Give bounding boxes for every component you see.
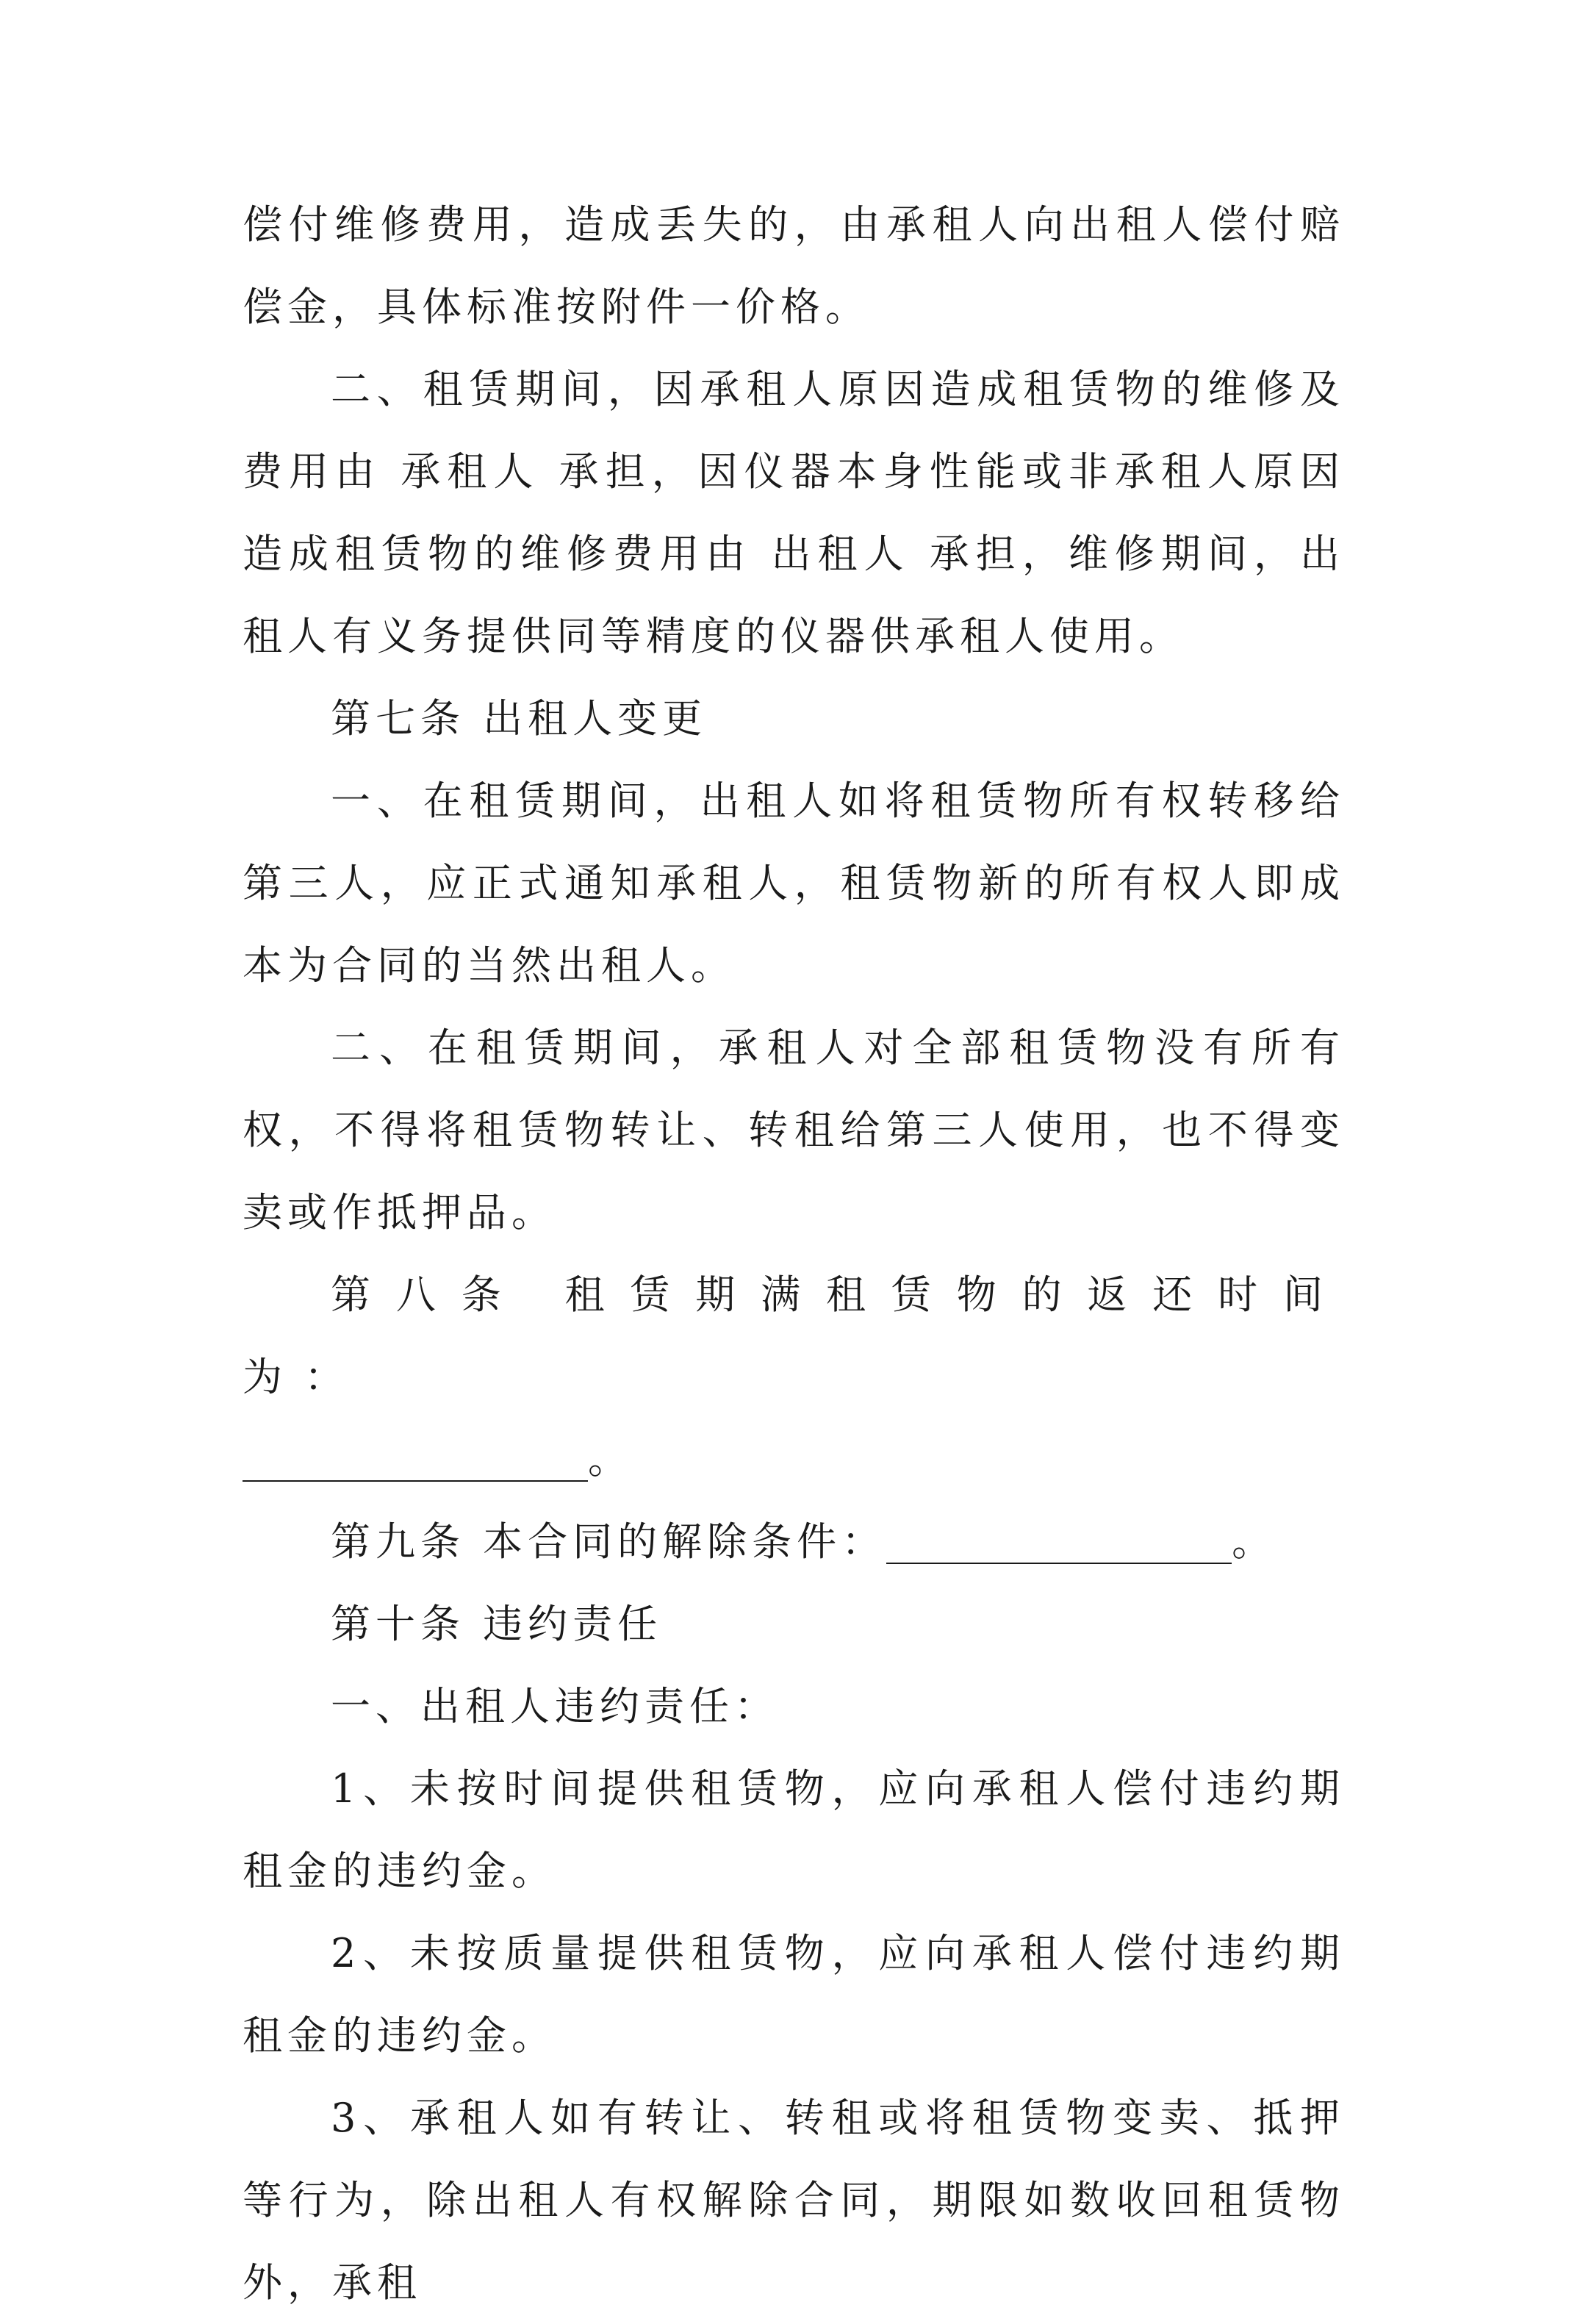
paragraph-maintenance-costs: 二、租赁期间，因承租人原因造成租赁物的维修及费用由 承租人 承担，因仪器本身性能或非承租人原因造成租赁物的维修费用由 出租人 承担，维修期间，出租人有义务提供同等精度的仪器供承租人使用。	[243, 366, 1345, 659]
article-8-text: 第八条 租赁期满租赁物的返还时间为：	[243, 1272, 1345, 1400]
article-10-heading: 第十条 违约责任	[331, 1601, 663, 1647]
article-9-text: 第九条 本合同的解除条件：	[331, 1518, 887, 1565]
article-9-period: 。	[1232, 1518, 1277, 1565]
article-9-paragraph	[243, 1501, 1345, 1583]
paragraph-lessee-breach: 3、承租人如有转让、转租或将租赁物变卖、抵押等行为，除出租人有权解除合同，期限如数收回租赁物外，承租	[243, 2095, 1345, 2306]
article-8-paragraph	[243, 1254, 1345, 1501]
paragraph-no-ownership: 二、在租赁期间，承租人对全部租赁物没有所有权，不得将租赁物转让、转租给第三人使用，也不得变卖或作抵押品。	[243, 1025, 1345, 1235]
article-8-period: 。	[588, 1436, 633, 1482]
paragraph-quality-breach: 2、未按质量提供租赁物，应向承租人偿付违约期租金的违约金。	[243, 1930, 1345, 2059]
document-body	[243, 184, 1345, 2324]
termination-conditions-blank	[886, 1521, 1232, 1564]
article-7-heading: 第七条 出租人变更	[331, 695, 708, 742]
paragraph-ownership-transfer: 一、在租赁期间，出租人如将租赁物所有权转移给第三人，应正式通知承租人，租赁物新的所有权人即成本为合同的当然出租人。	[243, 778, 1345, 989]
paragraph-repair-compensation: 偿付维修费用，造成丢失的，由承租人向出租人偿付赔偿金，具体标准按附件一价格。	[243, 201, 1345, 330]
paragraph-lessor-liability: 一、出租人违约责任：	[331, 1683, 779, 1729]
return-time-blank	[243, 1439, 588, 1482]
paragraph-late-delivery: 1、未按时间提供租赁物，应向承租人偿付违约期租金的违约金。	[243, 1765, 1345, 1894]
